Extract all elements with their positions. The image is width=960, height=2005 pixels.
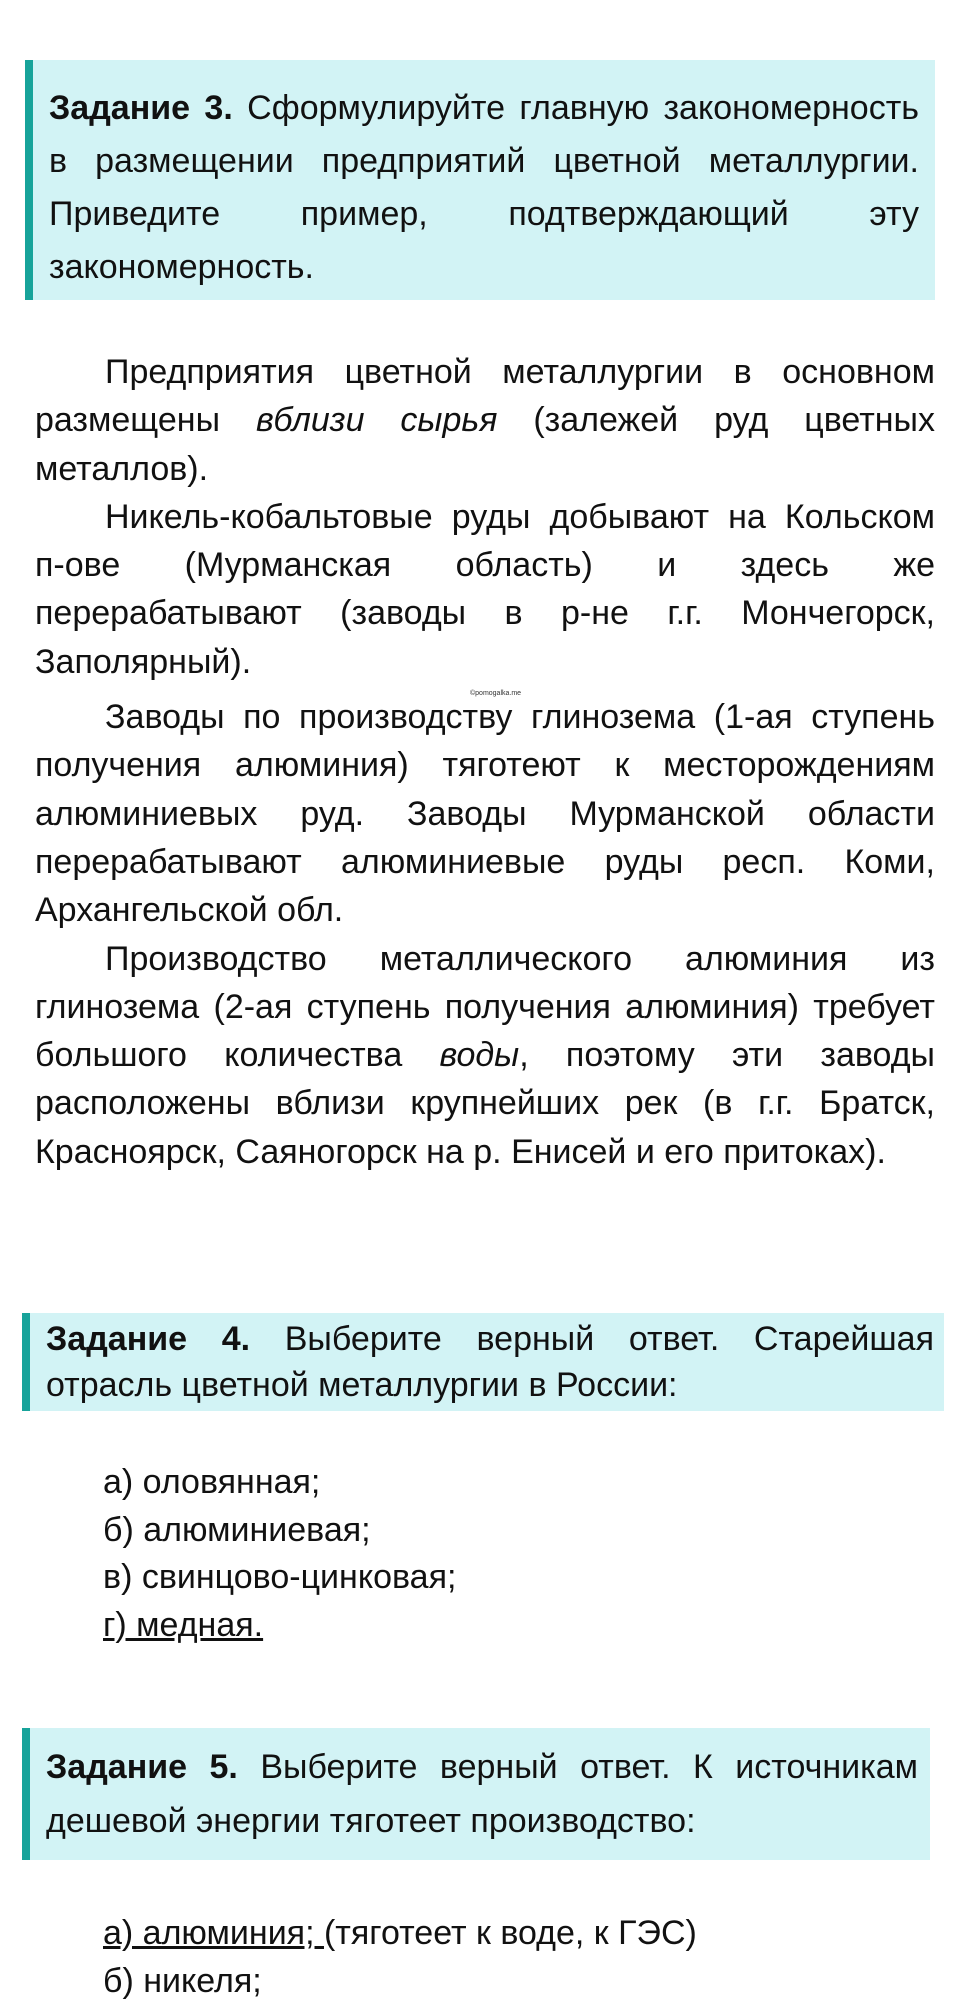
task-3-box xyxy=(25,60,935,300)
task-3-text: Сформулируйте главную закономерность в размещении предприятий цветной металлургии. Приведите пример, подтверждающий эту закономерность. xyxy=(49,89,919,286)
answer-p4-text: Производство металлического алюминия из глинозема (2-ая ступень получения алюминия) требует большого количества xyxy=(35,940,935,1075)
answer-p4-emphasis: воды xyxy=(439,1036,519,1074)
answer-paragraph-2: Никель-кобальтовые руды добывают на Кольском п-ове (Мурманская область) и здесь же перерабатывают (заводы в р-не г.г. Мончегорск, Заполярный). xyxy=(35,493,935,686)
option-a-note: (тяготеет к воде, к ГЭС) xyxy=(324,1914,697,1952)
watermark: ©pomogalka.me xyxy=(470,689,521,699)
answer-p1-emphasis: вблизи сырья xyxy=(256,401,497,439)
answer-paragraph-1 xyxy=(35,348,935,493)
answer-paragraph-4 xyxy=(35,935,935,1176)
option-a-correct: а) алюминия; xyxy=(103,1914,324,1952)
option-b: б) алюминиевая; xyxy=(103,1507,456,1555)
task-5-heading: Задание 5. xyxy=(46,1748,238,1786)
option-d-correct: г) медная. xyxy=(103,1602,456,1650)
answer-p1-text: Предприятия цветной металлургии в основном размещены xyxy=(35,353,935,439)
option-a: а) оловянная; xyxy=(103,1459,456,1507)
task-3-heading: Задание 3. xyxy=(49,89,233,127)
task-5-text: Выберите верный ответ. К источникам дешевой энергии тяготеет производство: xyxy=(46,1748,918,1840)
answer-paragraph-3: Заводы по производству глинозема (1-ая ступень получения алюминия) тяготеют к месторождениям алюминиевых руд. Заводы Мурманской области перерабатывают алюминиевые руды респ. Коми, Архангельской обл. xyxy=(35,693,935,934)
answer-p1-text-end: (залежей руд цветных металлов). xyxy=(35,401,935,487)
task-4-options xyxy=(103,1459,456,1649)
task-5-options xyxy=(103,1910,697,2005)
option-a-row xyxy=(103,1910,697,1958)
task-4-box xyxy=(22,1313,944,1411)
answer-p4-text-end: , поэтому эти заводы расположены вблизи крупнейших рек (в г.г. Братск, Красноярск, Саяногорск на р. Енисей и его притоках). xyxy=(35,1036,935,1171)
task-5-box xyxy=(22,1728,930,1860)
task-3-answer xyxy=(35,348,935,1176)
option-c: в) свинцово-цинковая; xyxy=(103,1554,456,1602)
option-b: б) никеля; xyxy=(103,1958,697,2005)
task-4-heading: Задание 4. xyxy=(46,1320,250,1358)
task-4-text: Выберите верный ответ. Старейшая отрасль цветной металлургии в России: xyxy=(46,1320,934,1404)
